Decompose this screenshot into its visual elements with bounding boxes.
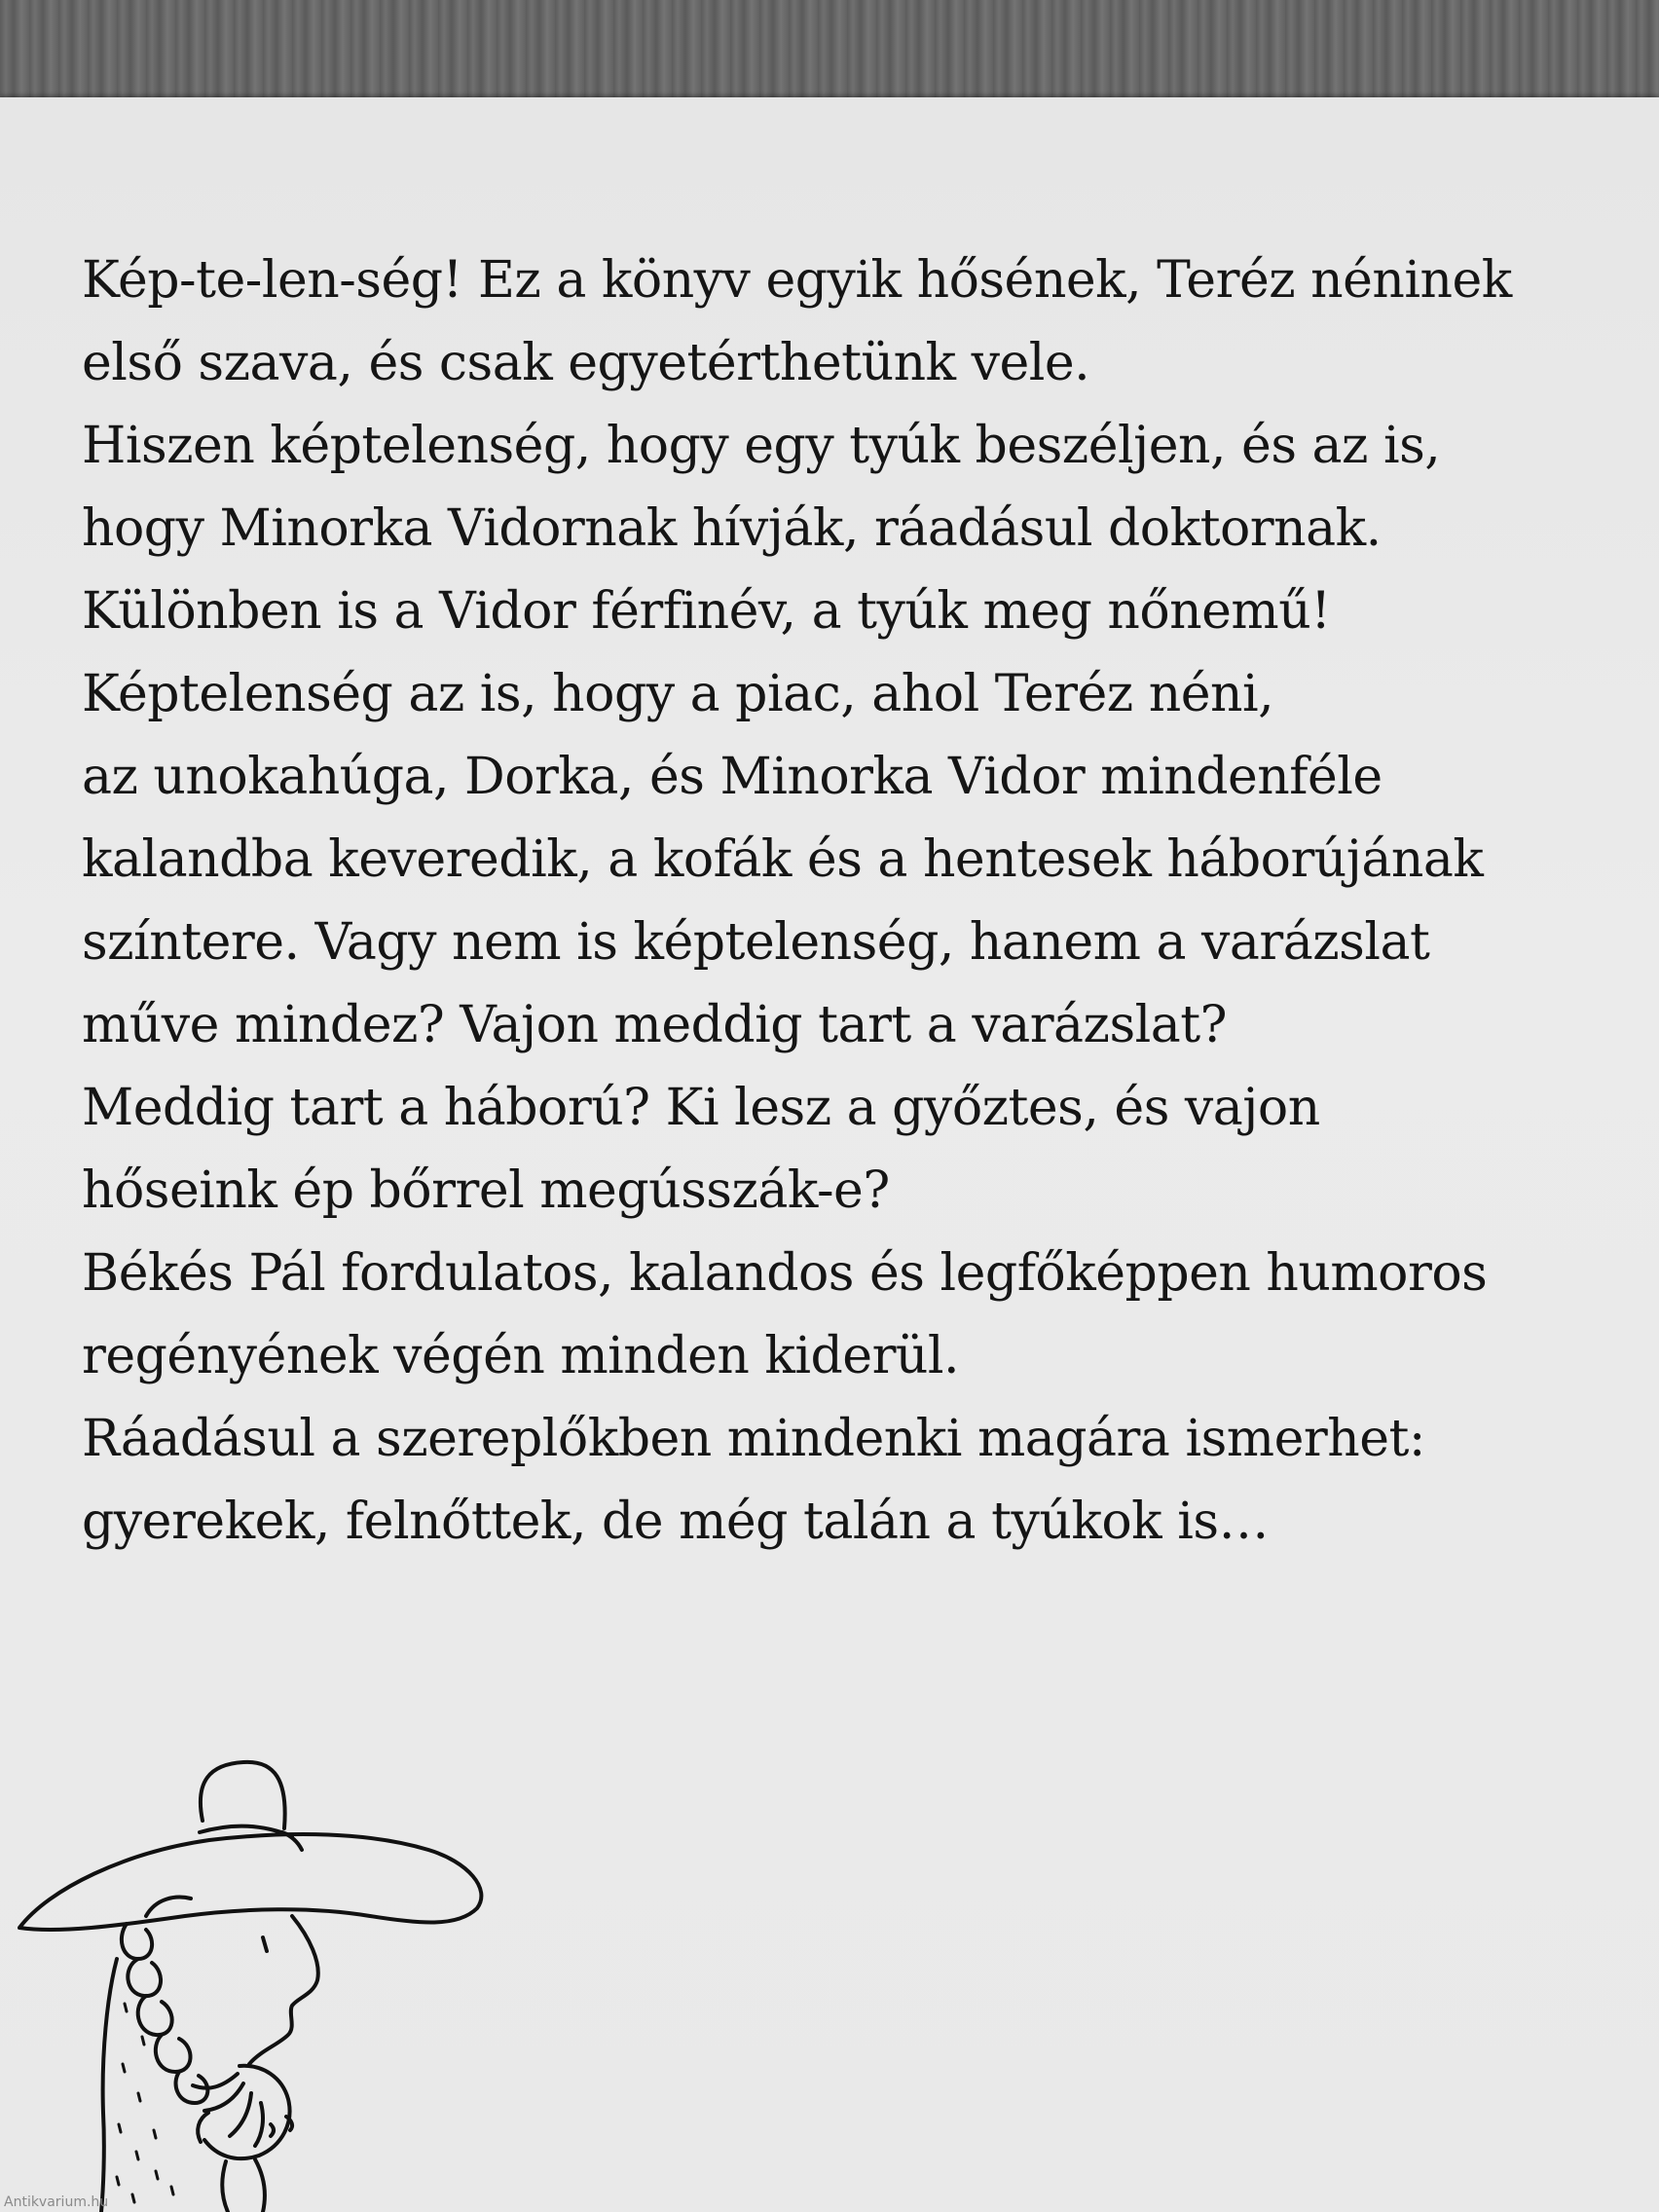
blurb-line: Meddig tart a háború? Ki lesz a győztes, és vajon (82, 1079, 1320, 1137)
blurb-line: Békés Pál fordulatos, kalandos és legfőképpen humoros (82, 1244, 1488, 1303)
blurb-line: első szava, és csak egyetérthetünk vele. (82, 334, 1090, 392)
blurb-line: Ráadásul a szereplőkben mindenki magára ismerhet: (82, 1410, 1425, 1468)
blurb-line: színtere. Vagy nem is képtelenség, hanem a varázslat (82, 913, 1430, 972)
blurb-line: Különben is a Vidor férfinév, a tyúk meg nőnemű! (82, 582, 1331, 641)
blurb-line: Hiszen képtelenség, hogy egy tyúk beszéljen, és az is, (82, 417, 1441, 475)
woman-with-sombrero-and-girl-drawing-icon (0, 1743, 506, 2212)
blurb-text (82, 240, 1620, 1564)
blurb-line: az unokahúga, Dorka, és Minorka Vidor mindenféle (82, 748, 1382, 806)
blurb-line: gyerekek, felnőttek, de még talán a tyúkok is… (82, 1493, 1270, 1551)
blurb-line: műve mindez? Vajon meddig tart a varázslat? (82, 996, 1228, 1054)
blurb-line: Képtelenség az is, hogy a piac, ahol Teréz néni, (82, 665, 1274, 723)
blurb-line: hogy Minorka Vidornak hívják, ráadásul doktornak. (82, 499, 1382, 558)
background-surface (0, 0, 1659, 107)
blurb-line: regényének végén minden kiderül. (82, 1327, 960, 1385)
blurb-line: kalandba keveredik, a kofák és a hentesek háborújának (82, 830, 1484, 889)
blurb-line: Kép-te-len-ség! Ez a könyv egyik hősének, Teréz néninek (82, 251, 1512, 310)
blurb-line: hőseink ép bőrrel megússzák-e? (82, 1161, 890, 1220)
watermark: Antikvarium.hu (4, 2194, 109, 2210)
